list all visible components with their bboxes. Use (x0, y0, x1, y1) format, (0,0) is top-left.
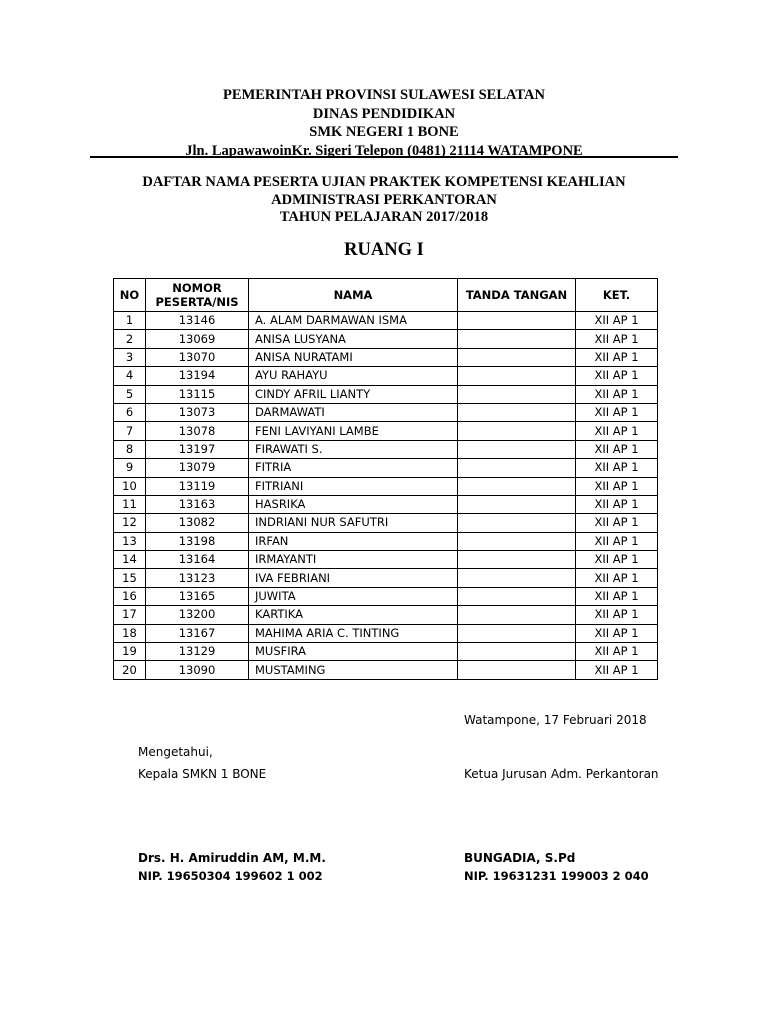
cell-ket: XII AP 1 (576, 569, 658, 587)
cell-no: 7 (114, 422, 146, 440)
place-date: Watampone, 17 Februari 2018 (464, 713, 647, 727)
cell-tanda-tangan (458, 330, 576, 348)
cell-no: 10 (114, 477, 146, 495)
cell-nis: 13123 (146, 569, 249, 587)
table-row (114, 606, 658, 624)
cell-nama: MAHIMA ARIA C. TINTING (249, 624, 458, 642)
letterhead-school: SMK NEGERI 1 BONE (309, 124, 459, 140)
cell-no: 15 (114, 569, 146, 587)
cell-ket: XII AP 1 (576, 440, 658, 458)
cell-no: 9 (114, 459, 146, 477)
cell-ket: XII AP 1 (576, 624, 658, 642)
cell-nama: IRMAYANTI (249, 551, 458, 569)
cell-tanda-tangan (458, 385, 576, 403)
cell-nama: JUWITA (249, 587, 458, 605)
principal-nip: NIP. 19650304 199602 1 002 (138, 869, 323, 883)
cell-ket: XII AP 1 (576, 422, 658, 440)
cell-nama: CINDY AFRIL LIANTY (249, 385, 458, 403)
cell-nis: 13129 (146, 643, 249, 661)
cell-ket: XII AP 1 (576, 403, 658, 421)
cell-nama: INDRIANI NUR SAFUTRI (249, 514, 458, 532)
cell-tanda-tangan (458, 440, 576, 458)
letterhead (0, 86, 768, 160)
header-nis-line1: NOMOR (172, 281, 222, 295)
table-row (114, 312, 658, 330)
header-nama: NAMA (249, 279, 458, 312)
cell-no: 14 (114, 551, 146, 569)
cell-nama: FIRAWATI S. (249, 440, 458, 458)
header-no: NO (114, 279, 146, 312)
cell-ket: XII AP 1 (576, 661, 658, 679)
cell-no: 16 (114, 587, 146, 605)
table-row (114, 569, 658, 587)
header-nis (146, 279, 249, 312)
department-head-role: Ketua Jurusan Adm. Perkantoran (464, 767, 659, 781)
cell-nis: 13119 (146, 477, 249, 495)
cell-nama: ANISA LUSYANA (249, 330, 458, 348)
table-row (114, 514, 658, 532)
acknowledged-label: Mengetahui, (138, 745, 213, 759)
table-row (114, 661, 658, 679)
table-row (114, 495, 658, 513)
cell-nis: 13167 (146, 624, 249, 642)
principal-name: Drs. H. Amiruddin AM, M.M. (138, 851, 326, 865)
cell-nis: 13198 (146, 532, 249, 550)
cell-ket: XII AP 1 (576, 367, 658, 385)
letterhead-divider (90, 156, 678, 158)
cell-no: 20 (114, 661, 146, 679)
cell-ket: XII AP 1 (576, 330, 658, 348)
cell-no: 3 (114, 348, 146, 366)
table-row (114, 348, 658, 366)
document-title-line3: TAHUN PELAJARAN 2017/2018 (279, 209, 489, 225)
cell-nis: 13078 (146, 422, 249, 440)
cell-nis: 13069 (146, 330, 249, 348)
cell-nis: 13115 (146, 385, 249, 403)
cell-nis: 13146 (146, 312, 249, 330)
cell-nis: 13073 (146, 403, 249, 421)
cell-no: 2 (114, 330, 146, 348)
cell-nama: A. ALAM DARMAWAN ISMA (249, 312, 458, 330)
cell-ket: XII AP 1 (576, 312, 658, 330)
cell-no: 19 (114, 643, 146, 661)
cell-tanda-tangan (458, 477, 576, 495)
cell-ket: XII AP 1 (576, 459, 658, 477)
cell-no: 1 (114, 312, 146, 330)
table-row (114, 624, 658, 642)
table-row (114, 587, 658, 605)
cell-nama: MUSFIRA (249, 643, 458, 661)
table-row (114, 643, 658, 661)
cell-nama: FITRIA (249, 459, 458, 477)
cell-tanda-tangan (458, 606, 576, 624)
cell-nis: 13164 (146, 551, 249, 569)
table-row (114, 551, 658, 569)
table-row (114, 422, 658, 440)
cell-tanda-tangan (458, 422, 576, 440)
cell-no: 18 (114, 624, 146, 642)
cell-tanda-tangan (458, 587, 576, 605)
cell-no: 17 (114, 606, 146, 624)
cell-nama: IVA FEBRIANI (249, 569, 458, 587)
header-ket: KET. (576, 279, 658, 312)
cell-nis: 13090 (146, 661, 249, 679)
document-title (0, 174, 768, 227)
cell-ket: XII AP 1 (576, 551, 658, 569)
cell-tanda-tangan (458, 514, 576, 532)
cell-no: 4 (114, 367, 146, 385)
cell-nama: FENI LAVIYANI LAMBE (249, 422, 458, 440)
cell-ket: XII AP 1 (576, 514, 658, 532)
cell-tanda-tangan (458, 661, 576, 679)
table-row (114, 403, 658, 421)
cell-nama: ANISA NURATAMI (249, 348, 458, 366)
table-row (114, 367, 658, 385)
department-head-name: BUNGADIA, S.Pd (464, 851, 576, 865)
table-header-row (114, 279, 658, 312)
cell-nama: FITRIANI (249, 477, 458, 495)
cell-nis: 13200 (146, 606, 249, 624)
cell-tanda-tangan (458, 403, 576, 421)
header-tanda-tangan: TANDA TANGAN (458, 279, 576, 312)
cell-nis: 13194 (146, 367, 249, 385)
table-row (114, 532, 658, 550)
cell-ket: XII AP 1 (576, 385, 658, 403)
header-nis-line2: PESERTA/NIS (155, 295, 239, 309)
cell-no: 12 (114, 514, 146, 532)
cell-ket: XII AP 1 (576, 643, 658, 661)
cell-tanda-tangan (458, 367, 576, 385)
cell-ket: XII AP 1 (576, 495, 658, 513)
cell-ket: XII AP 1 (576, 587, 658, 605)
cell-tanda-tangan (458, 532, 576, 550)
table-row (114, 440, 658, 458)
cell-tanda-tangan (458, 495, 576, 513)
cell-no: 13 (114, 532, 146, 550)
cell-ket: XII AP 1 (576, 606, 658, 624)
cell-nis: 13079 (146, 459, 249, 477)
cell-tanda-tangan (458, 569, 576, 587)
cell-tanda-tangan (458, 312, 576, 330)
cell-no: 5 (114, 385, 146, 403)
cell-nama: MUSTAMING (249, 661, 458, 679)
letterhead-government: PEMERINTAH PROVINSI SULAWESI SELATAN (223, 87, 545, 103)
cell-nama: KARTIKA (249, 606, 458, 624)
cell-ket: XII AP 1 (576, 532, 658, 550)
cell-nama: IRFAN (249, 532, 458, 550)
cell-no: 8 (114, 440, 146, 458)
cell-tanda-tangan (458, 348, 576, 366)
room-heading: RUANG I (344, 240, 424, 260)
letterhead-address: Jln. LapawawoinKr. Sigeri Telepon (0481) 21114 WATAMPONE (185, 142, 583, 159)
principal-role: Kepala SMKN 1 BONE (138, 767, 267, 781)
participant-table (113, 278, 658, 680)
cell-no: 11 (114, 495, 146, 513)
cell-nama: HASRIKA (249, 495, 458, 513)
cell-tanda-tangan (458, 643, 576, 661)
cell-ket: XII AP 1 (576, 477, 658, 495)
document-title-line1: DAFTAR NAMA PESERTA UJIAN PRAKTEK KOMPETENSI KEAHLIAN (142, 174, 626, 190)
cell-nis: 13082 (146, 514, 249, 532)
document-title-line2: ADMINISTRASI PERKANTORAN (271, 191, 497, 208)
cell-nis: 13163 (146, 495, 249, 513)
department-head-nip: NIP. 19631231 199003 2 040 (464, 869, 649, 883)
cell-no: 6 (114, 403, 146, 421)
table-body (114, 312, 658, 680)
cell-tanda-tangan (458, 459, 576, 477)
cell-tanda-tangan (458, 551, 576, 569)
table-row (114, 330, 658, 348)
cell-nis: 13165 (146, 587, 249, 605)
cell-nama: DARMAWATI (249, 403, 458, 421)
cell-nis: 13197 (146, 440, 249, 458)
cell-ket: XII AP 1 (576, 348, 658, 366)
cell-nama: AYU RAHAYU (249, 367, 458, 385)
table-row (114, 385, 658, 403)
letterhead-department: DINAS PENDIDIKAN (312, 105, 456, 122)
table-row (114, 477, 658, 495)
cell-tanda-tangan (458, 624, 576, 642)
table-row (114, 459, 658, 477)
cell-nis: 13070 (146, 348, 249, 366)
